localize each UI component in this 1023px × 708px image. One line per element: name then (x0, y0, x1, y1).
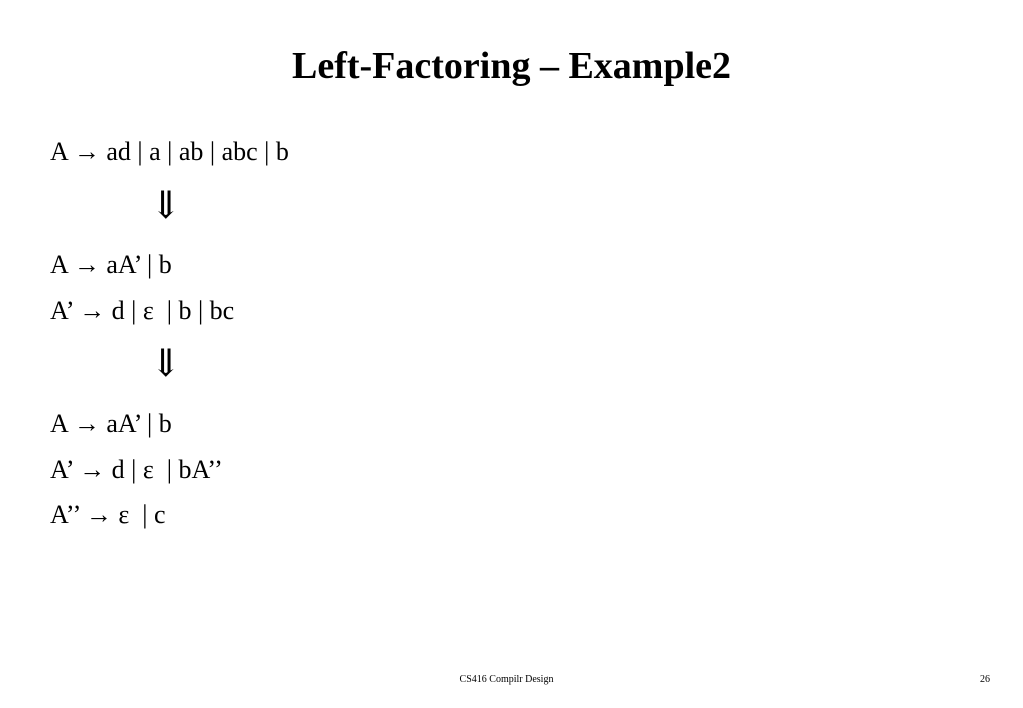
grammar-step2-rule-a: A → aA’ | b (50, 409, 172, 438)
double-down-arrow-icon: ⇓ (150, 343, 182, 385)
grammar-original-rule: A → ad | a | ab | abc | b (50, 137, 289, 166)
double-down-arrow-icon: ⇓ (150, 185, 182, 227)
footer-course-name: CS416 Compilr Design (459, 674, 554, 685)
slide-title: Left-Factoring – Example2 (291, 45, 732, 87)
grammar-step2-rule-a-prime: A’ → d | ε | bA’’ (50, 455, 223, 484)
grammar-step2-rule-a-double-prime: A’’ → ε | c (50, 500, 166, 529)
grammar-step1-rule-a-prime: A’ → d | ε | b | bc (50, 296, 235, 325)
footer-page-number: 26 (980, 674, 990, 685)
grammar-step1-rule-a: A → aA’ | b (50, 250, 172, 279)
